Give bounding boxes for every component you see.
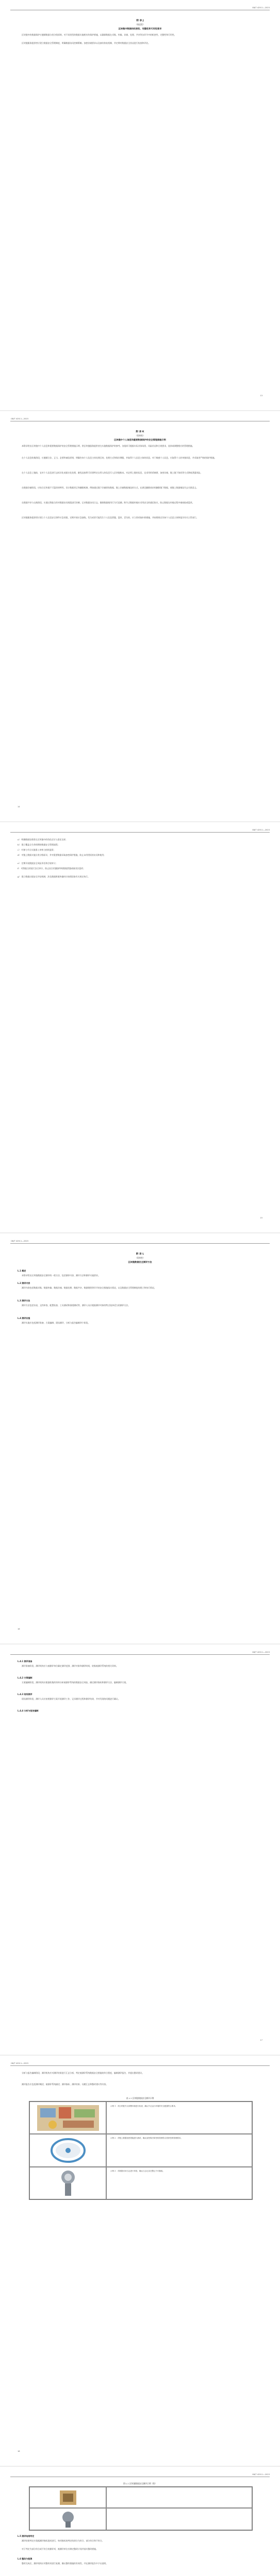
document-page — [0, 2467, 280, 2576]
paragraph: 分析与报告编制阶段，测评机构应对测评结果进行汇总分析，判定被测评系统数据安全措施的符合程度，编制测评报告，并提出整改建议。 — [22, 2072, 144, 2074]
paragraph: 整改完成后，测评机构应对整改项进行复测，确认整改措施的有效性，并在测评报告中予以说明。 — [22, 2562, 108, 2565]
header-code: GB/T 42511—2023 — [252, 1651, 270, 1653]
page-number: 13 — [260, 395, 262, 397]
page-number: 14 — [18, 806, 20, 808]
paragraph: 测评报告应包括测评概述、被测评系统描述、测评指标、测评结果、问题汇总和整改建议等内容。 — [22, 2083, 108, 2086]
table-cell — [106, 2166, 252, 2199]
table-cell — [106, 2133, 252, 2167]
appendix-label: 附 录 L — [136, 1253, 144, 1256]
appendix-title: 区块链中个人信息和重要数据保护的安全管理措施示例 — [114, 438, 166, 441]
table-caption: 表 L.1 区块链数据安全测评示例 — [126, 2097, 154, 2099]
header-code: GB/T 42511—2023 — [252, 7, 270, 9]
appendix-title: 区块链中数据的机密性、完整性和可用性要求 — [118, 27, 162, 30]
appendix-label: 附 录 J — [136, 20, 144, 22]
section-heading: L.3 测评方法 — [18, 1299, 30, 1302]
example-photo-5 — [58, 2510, 78, 2528]
table-caption: 图 L.1 区块链数据安全测评示例（续） — [123, 2482, 157, 2485]
paragraph: 在个人信息上链前，宜对个人信息进行去标识化或匿名化处理，避免直接将可识别特定自然人的信息写入区块链账本。对必须上链的信息，宜采用哈希摘要、加密存储、链上链下协同等方式降低泄露风险。 — [22, 471, 203, 474]
paragraph: 测评结果判定应依据测评指标逐项进行，每项指标的判定结果分为符合、部分符合和不符合。 — [22, 2539, 104, 2542]
table-cell — [29, 2166, 107, 2199]
document-page — [0, 1233, 280, 1643]
page-number: 15 — [260, 1217, 262, 1219]
header-code: GB/T 42511—2023 — [11, 1240, 28, 1242]
example-photo-1 — [37, 2105, 99, 2131]
table-cell — [29, 2487, 107, 2509]
appendix-label: 附 录 K — [136, 431, 144, 433]
section-heading: L.6 整改与复测 — [18, 2557, 32, 2560]
paragraph: 测评实施应包括测评准备、方案编制、现场测评、分析与报告编制四个阶段。 — [22, 1321, 90, 1324]
table-cell — [106, 2102, 252, 2134]
paragraph: 区块链服务提供者应建立个人信息安全事件应急预案，定期开展应急演练。发生或者可能发生个人信息泄露、篡改、丢失的，应立即采取补救措施，并按照规定告知个人信息主体和报告有关主管部门。 — [22, 516, 199, 519]
table-cell — [106, 2487, 252, 2509]
paragraph: 测评内容包括数据采集、数据传输、数据存储、数据处理、数据共享、数据销毁等环节的安全措施落实情况，以及数据安全管理制度的建立和执行情况。 — [22, 1286, 156, 1289]
section-heading: L.1 概述 — [18, 1269, 26, 1272]
paragraph: 现场测评阶段，测评人员应按照测评方案开展测评工作，记录测评过程和测评结果，并对发现的问题进行确认。 — [22, 1698, 120, 1700]
page-number: 17 — [260, 2039, 262, 2041]
document-page — [0, 2056, 280, 2466]
paragraph: 在数据存储阶段，应结合区块链不可篡改的特性，设计数据更正和删除机制，例如通过链下存储原始数据、链上存储数据指纹的方式，在满足删除请求时删除链下数据，使链上数据指纹失去关联意义。 — [22, 486, 199, 489]
section-heading: L.4.2 方案编制 — [18, 1676, 32, 1679]
paragraph: 本附录给出区块链中个人信息和重要数据保护的安全管理措施示例，供区块链服务提供者在实施数据保护时参考。各组织可根据实际业务场景、风险状况和合规要求，选择或调整相应的管理措施。 — [22, 445, 194, 447]
appendix-type: （规范性） — [135, 23, 145, 26]
paragraph: 测评准备阶段，测评机构应与被测评单位确定测评范围、测评对象和测评时间，收集被测评系统的相关资料。 — [22, 1665, 118, 1667]
example-photo-4 — [58, 2489, 78, 2506]
table-cell — [29, 2102, 107, 2134]
paragraph: 对于判定为部分符合或不符合的测评项，被测评单位应制定整改计划并落实整改措施。 — [22, 2548, 98, 2550]
example-description: 示例 2：对链上数据加密措施进行测试，确认加密算法和密钥管理符合国家密码管理要求。 — [110, 2137, 183, 2139]
paragraph: 在个人信息收集阶段，应遵循合法、正当、必要和诚信原则，明确告知个人信息主体处理目的、处理方式和保存期限，并取得个人信息主体的同意。对于敏感个人信息，应取得个人的单独同意，并采取更严格的保护措施。 — [22, 456, 217, 459]
list-item: c） 对参与节点实施准入审核与持续监督； — [18, 849, 56, 851]
section-heading: L.4.4 分析与报告编制 — [18, 1709, 39, 1712]
example-table — [29, 2101, 253, 2200]
appendix-title: 区块链数据安全测评方法 — [128, 1261, 152, 1263]
example-description: 示例 1：对区块链节点部署环境进行检查，确认节点运行环境的安全配置符合要求。 — [110, 2105, 177, 2107]
section-heading: L.4.3 现场测评 — [18, 1693, 32, 1696]
document-page — [0, 411, 280, 821]
table-cell — [106, 2507, 252, 2530]
appendix-type: （资料性） — [135, 434, 145, 437]
header-rule — [10, 2065, 270, 2066]
paragraph: 区块链服务提供者应建立数据安全管理制度，明确数据访问控制策略、加密存储要求以及备份恢复机制，并定期对数据安全状况进行检查和评估。 — [22, 42, 150, 44]
header-rule — [10, 1654, 270, 1655]
section-heading: L.4.1 测评准备 — [18, 1660, 32, 1663]
paragraph: 区块链中的数据保护应遵循数据分类分级原则，对不同类型的数据实施相应的保护措施，以确保数据在采集、传输、存储、处理、共享等各环节中的机密性、完整性和可用性。 — [22, 33, 176, 36]
paragraph: 测评方法包括访谈、文档审查、配置检查、工具测试和渗透测试等，测评人员应根据测评对象的特点选择适当的测评方法。 — [22, 1304, 130, 1307]
header-rule — [10, 832, 270, 833]
appendix-type: （资料性） — [135, 1257, 145, 1259]
list-item: d） 对链上数据实施分类分级标识，并对重要数据采取加密保护措施，防止未经授权的访问和使用； — [18, 854, 106, 856]
list-item: a） 明确数据处理者在区块链中的角色定位与责任边界； — [18, 838, 68, 841]
header-code: GB/T 42511—2023 — [11, 2062, 28, 2064]
list-item: f） 对智能合约进行安全审计，防止因合约漏洞导致数据泄露或被非法篡改； — [18, 867, 86, 870]
list-item: b） 建立覆盖全生命周期的数据安全管理流程； — [18, 843, 60, 846]
section-heading: L.5 测评结果判定 — [18, 2535, 35, 2537]
list-item: g） 建立数据出境安全评估机制，涉及数据跨境传输时应按照国家有关规定执行。 — [18, 875, 90, 878]
section-heading: L.4 测评实施 — [18, 1317, 30, 1319]
page-number: 16 — [18, 1628, 20, 1630]
paragraph: 本附录给出区块链数据安全测评的一般方法，包括测评内容、测评方法和测评实施要求。 — [22, 1274, 100, 1277]
table-cell — [29, 2507, 107, 2530]
header-code: GB/T 42511—2023 — [11, 418, 28, 420]
paragraph: 在数据共享与交换阶段，应通过智能合约对数据访问权限进行控制，记录数据访问日志，确保数据使用行为可追溯。跨节点数据传输应采用安全的通信协议，防止数据在传输过程中被窃取或篡改。 — [22, 501, 194, 504]
page-number: 18 — [18, 2450, 20, 2452]
list-item: e） 定期开展数据安全风险评估和合规审计； — [18, 862, 58, 865]
paragraph: 方案编制阶段，测评机构应根据收集的资料分析被测评系统的数据安全风险，确定测评指标和测评方法，编制测评方案。 — [22, 1681, 128, 1684]
example-photo-3 — [56, 2169, 80, 2197]
header-code: GB/T 42511—2023 — [252, 2473, 270, 2476]
header-rule — [10, 1243, 270, 1244]
example-description: 示例 3：对数据访问日志进行审查，确认日志记录完整且不可篡改。 — [110, 2170, 164, 2172]
document-page — [0, 0, 280, 410]
document-page — [0, 822, 280, 1232]
example-table — [29, 2486, 253, 2531]
table-cell — [29, 2133, 107, 2167]
document-page — [0, 1645, 280, 2055]
example-photo-2 — [47, 2136, 89, 2165]
section-heading: L.2 测评内容 — [18, 1282, 30, 1284]
header-code: GB/T 42511—2023 — [252, 829, 270, 831]
